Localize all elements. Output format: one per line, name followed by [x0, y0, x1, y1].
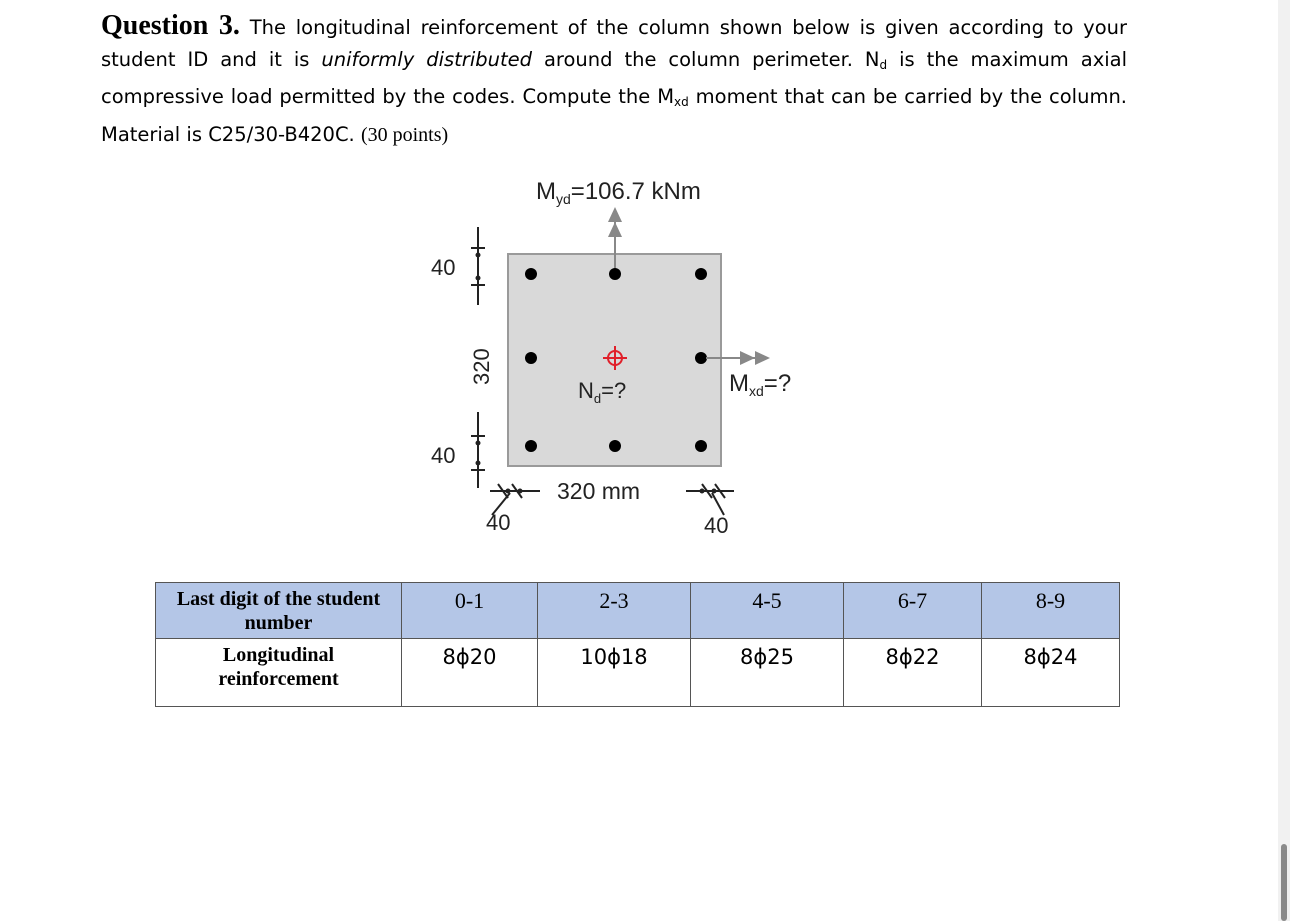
digit-cell: 6-7 [844, 583, 982, 639]
reinforcement-cell: 8ϕ22 [844, 639, 982, 707]
digit-cell: 2-3 [538, 583, 691, 639]
table-row [156, 639, 1120, 707]
reinforcement-cell: 8ϕ25 [691, 639, 844, 707]
question-sub-xd: xd [674, 95, 689, 109]
vertical-scrollbar[interactable] [1278, 0, 1290, 921]
digit-cell: 0-1 [402, 583, 538, 639]
question-label: Question 3. [101, 10, 240, 41]
rebar [525, 440, 537, 452]
nd-label: $N_d=$? [578, 378, 627, 406]
reinforcement-cell: 8ϕ20 [402, 639, 538, 707]
question-sub-d: d [879, 57, 888, 72]
question-text-2: around the column perimeter. N [543, 47, 880, 71]
dim-right-label: 40 [704, 513, 729, 538]
rebar [609, 440, 621, 452]
mxd-label: $M_{xd}=$? [729, 370, 792, 399]
header-label-cell: Last digit of the student number [156, 583, 402, 639]
table-header-row [156, 583, 1120, 639]
dim-left-label: 40 [486, 510, 511, 535]
row-label-cell: Longitudinal reinforcement [156, 639, 402, 707]
rebar [695, 268, 707, 280]
scrollbar-thumb[interactable] [1281, 844, 1287, 921]
rebar [525, 268, 537, 280]
rebar [695, 440, 707, 452]
dim-top-label: 40 [431, 255, 456, 280]
rebar [609, 268, 621, 280]
reinforcement-cell: 10ϕ18 [538, 639, 691, 707]
dim-side-label: 320 [469, 348, 494, 385]
dim-bottom-label: 40 [431, 443, 456, 468]
question-text-3: is the maximum axial compressive load permitted by the codes. Compute the M [101, 47, 1128, 108]
myd-label: $M_{yd}=106.7$ kNm [536, 178, 701, 207]
question-emphasis: uniformly distributed [321, 47, 532, 71]
question-text-4: moment that can be carried by the column. Material is C25/30-B420C. [101, 85, 1128, 146]
question-points: (30 points) [360, 123, 449, 146]
question-text-1: The longitudinal reinforcement of the column shown below is given according to your student ID and it is [101, 16, 1127, 71]
dim-width-label: 320 mm [557, 478, 641, 504]
digit-cell: 8-9 [982, 583, 1120, 639]
rebar [525, 352, 537, 364]
digit-cell: 4-5 [691, 583, 844, 639]
reinforcement-table [155, 582, 1120, 707]
rebar [695, 352, 707, 364]
reinforcement-cell: 8ϕ24 [982, 639, 1120, 707]
